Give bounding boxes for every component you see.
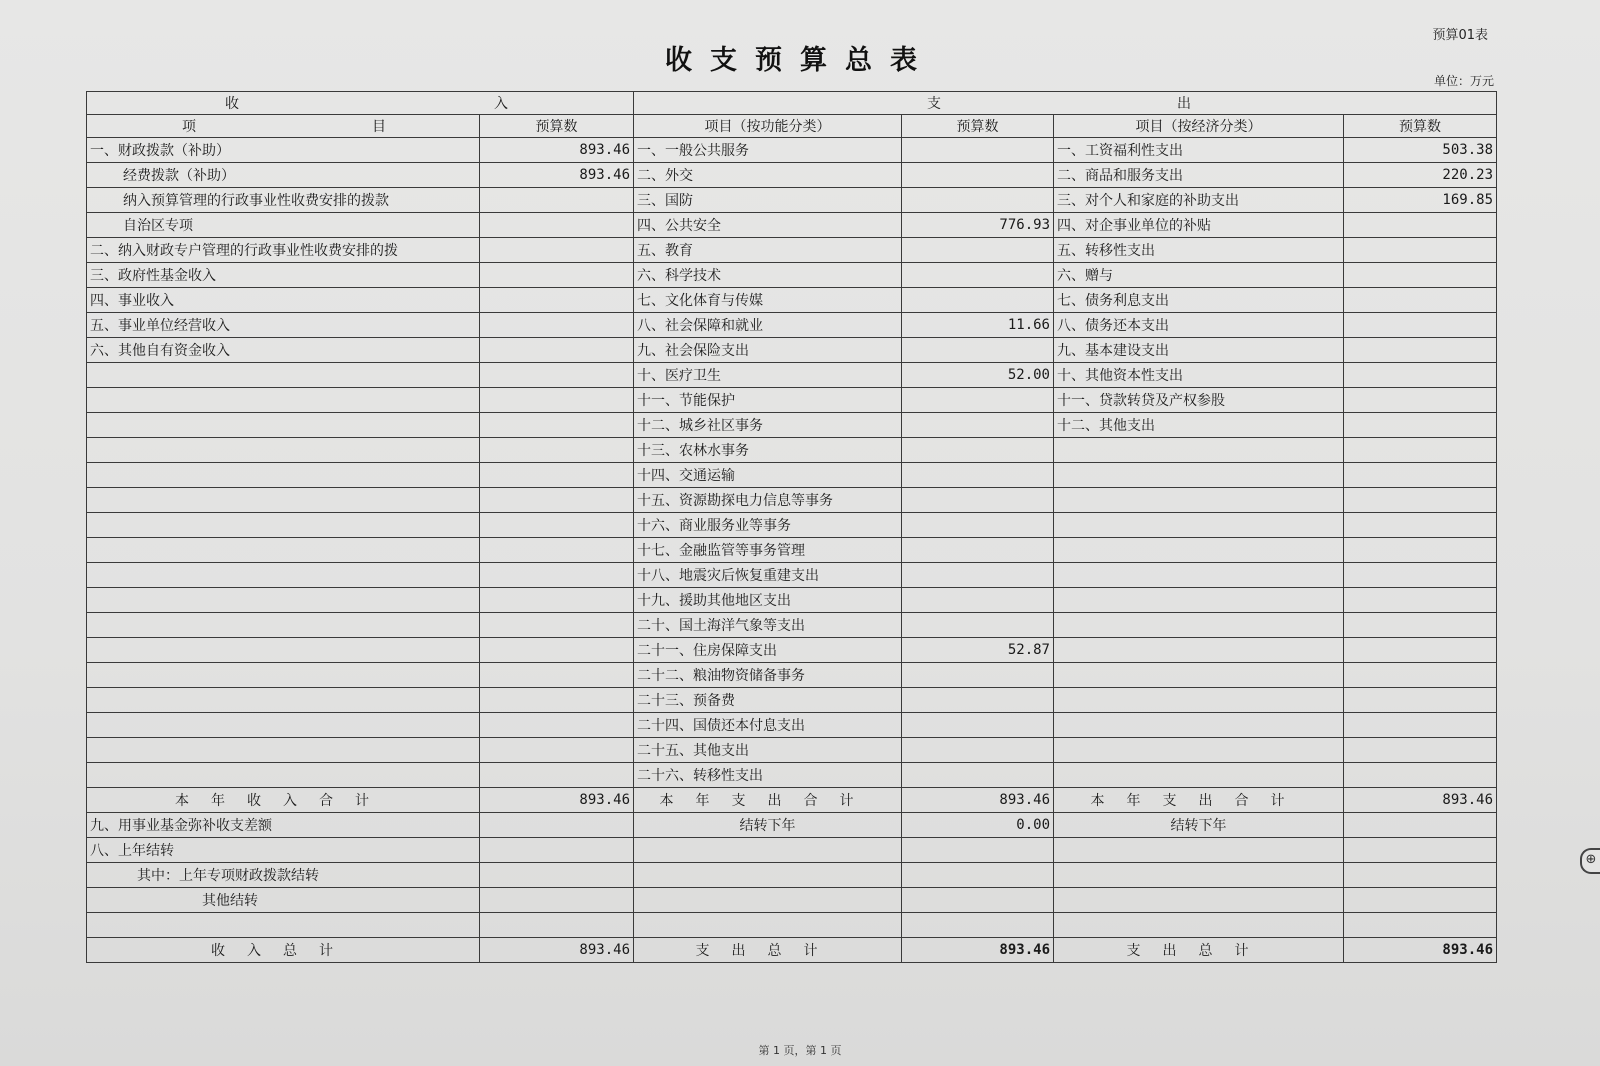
table-row [87, 763, 1497, 788]
income-grand-label: 收入总计 [87, 938, 480, 963]
income-amount [480, 888, 634, 913]
econ-item [1054, 838, 1344, 863]
col-header-econ: 项目（按经济分类） [1054, 115, 1344, 138]
econ-total-label: 本年支出合计 [1054, 788, 1344, 813]
income-amount [480, 263, 634, 288]
income-amount [480, 363, 634, 388]
page-footer: 第 1 页，第 1 页 [758, 1044, 842, 1057]
income-amount [480, 563, 634, 588]
func-amount [902, 888, 1054, 913]
income-amount [480, 438, 634, 463]
econ-item [1054, 538, 1344, 563]
econ-amount [1344, 838, 1497, 863]
func-item: 十七、金融监管等事务管理 [634, 538, 902, 563]
table-row [87, 838, 1497, 863]
col-header-func: 项目（按功能分类） [634, 115, 902, 138]
income-amount [480, 188, 634, 213]
table-row [87, 238, 1497, 263]
func-item: 八、社会保障和就业 [634, 313, 902, 338]
table-row [87, 213, 1497, 238]
econ-amount [1344, 413, 1497, 438]
budget-table [86, 91, 1497, 963]
func-amount [902, 163, 1054, 188]
income-item: 四、事业收入 [87, 288, 480, 313]
table-row [87, 713, 1497, 738]
econ-grand-label: 支出总计 [1054, 938, 1344, 963]
econ-amount [1344, 513, 1497, 538]
econ-item: 五、转移性支出 [1054, 238, 1344, 263]
table-row [87, 613, 1497, 638]
econ-item [1054, 613, 1344, 638]
econ-item [1054, 563, 1344, 588]
income-item: 三、政府性基金收入 [87, 263, 480, 288]
econ-item [1054, 463, 1344, 488]
income-item [87, 363, 480, 388]
econ-item: 十二、其他支出 [1054, 413, 1344, 438]
econ-item [1054, 713, 1344, 738]
table-row [87, 163, 1497, 188]
income-amount [480, 513, 634, 538]
econ-item [1054, 688, 1344, 713]
func-item: 五、教育 [634, 238, 902, 263]
table-row [87, 138, 1497, 163]
econ-amount [1344, 238, 1497, 263]
table-row [87, 338, 1497, 363]
income-item: 八、上年结转 [87, 838, 480, 863]
func-item: 二、外交 [634, 163, 902, 188]
econ-amount [1344, 588, 1497, 613]
func-item: 二十六、转移性支出 [634, 763, 902, 788]
func-amount [902, 263, 1054, 288]
income-item [87, 388, 480, 413]
func-item: 二十二、粮油物资储备事务 [634, 663, 902, 688]
col-header-amount: 预算数 [480, 115, 634, 138]
income-amount [480, 313, 634, 338]
func-amount [902, 663, 1054, 688]
income-item: 五、事业单位经营收入 [87, 313, 480, 338]
econ-amount [1344, 688, 1497, 713]
func-amount: 52.87 [902, 638, 1054, 663]
econ-amount [1344, 563, 1497, 588]
econ-item: 七、债务利息支出 [1054, 288, 1344, 313]
table-row [87, 663, 1497, 688]
econ-item [1054, 913, 1344, 938]
income-amount [480, 613, 634, 638]
econ-amount [1344, 313, 1497, 338]
table-row [87, 413, 1497, 438]
econ-amount [1344, 338, 1497, 363]
income-amount [480, 838, 634, 863]
table-row [87, 813, 1497, 838]
func-amount [902, 388, 1054, 413]
econ-amount [1344, 913, 1497, 938]
income-amount [480, 688, 634, 713]
func-item: 三、国防 [634, 188, 902, 213]
expense-header-right: 出 [1177, 96, 1193, 112]
econ-amount [1344, 488, 1497, 513]
func-amount [902, 863, 1054, 888]
econ-item: 四、对企事业单位的补贴 [1054, 213, 1344, 238]
func-item: 二十五、其他支出 [634, 738, 902, 763]
income-item [87, 413, 480, 438]
func-total-label: 本年支出合计 [634, 788, 902, 813]
income-amount [480, 913, 634, 938]
func-item: 九、社会保险支出 [634, 338, 902, 363]
func-amount [902, 188, 1054, 213]
table-row [87, 438, 1497, 463]
econ-amount [1344, 863, 1497, 888]
econ-item [1054, 663, 1344, 688]
func-amount [902, 513, 1054, 538]
income-amount: 893.46 [480, 138, 634, 163]
econ-item: 九、基本建设支出 [1054, 338, 1344, 363]
func-amount [902, 913, 1054, 938]
table-row [87, 263, 1497, 288]
income-amount [480, 763, 634, 788]
income-grand-amount: 893.46 [480, 938, 634, 963]
econ-amount [1344, 888, 1497, 913]
col-header-item [87, 115, 480, 138]
income-item: 其中：上年专项财政拨款结转 [87, 863, 480, 888]
func-item [634, 913, 902, 938]
func-item: 二十一、住房保障支出 [634, 638, 902, 663]
col-header-func-amount: 预算数 [902, 115, 1054, 138]
income-item: 自治区专项 [87, 213, 480, 238]
table-row [87, 863, 1497, 888]
func-amount [902, 613, 1054, 638]
table-row [87, 463, 1497, 488]
col-header-item-left: 项 [182, 119, 196, 135]
econ-amount [1344, 463, 1497, 488]
econ-item [1054, 513, 1344, 538]
income-item [87, 588, 480, 613]
func-item: 十八、地震灾后恢复重建支出 [634, 563, 902, 588]
table-row [87, 588, 1497, 613]
income-total-label: 本年收入合计 [87, 788, 480, 813]
col-header-item-right: 目 [372, 119, 386, 135]
table-row [87, 913, 1497, 938]
func-amount [902, 738, 1054, 763]
income-total-amount: 893.46 [480, 788, 634, 813]
econ-amount [1344, 613, 1497, 638]
income-amount [480, 288, 634, 313]
income-item [87, 638, 480, 663]
func-item: 七、文化体育与传媒 [634, 288, 902, 313]
econ-item: 二、商品和服务支出 [1054, 163, 1344, 188]
econ-item: 十一、贷款转贷及产权参股 [1054, 388, 1344, 413]
income-item [87, 513, 480, 538]
func-item: 六、科学技术 [634, 263, 902, 288]
income-amount [480, 413, 634, 438]
page-nav-icon[interactable]: ⊕ [1580, 848, 1600, 874]
table-row [87, 188, 1497, 213]
func-amount [902, 763, 1054, 788]
income-item: 一、财政拨款（补助） [87, 138, 480, 163]
econ-amount [1344, 438, 1497, 463]
income-item [87, 463, 480, 488]
func-item: 十四、交通运输 [634, 463, 902, 488]
func-amount [902, 488, 1054, 513]
income-item: 六、其他自有资金收入 [87, 338, 480, 363]
col-header-econ-amount: 预算数 [1344, 115, 1497, 138]
table-row [87, 688, 1497, 713]
income-item [87, 438, 480, 463]
econ-grand-amount: 893.46 [1344, 938, 1497, 963]
econ-item: 一、工资福利性支出 [1054, 138, 1344, 163]
income-amount [480, 738, 634, 763]
func-total-amount: 893.46 [902, 788, 1054, 813]
income-amount [480, 538, 634, 563]
func-amount [902, 238, 1054, 263]
func-amount [902, 538, 1054, 563]
func-amount [902, 438, 1054, 463]
econ-item [1054, 763, 1344, 788]
income-amount [480, 863, 634, 888]
func-amount [902, 463, 1054, 488]
func-item: 十一、节能保护 [634, 388, 902, 413]
table-row [87, 638, 1497, 663]
func-item: 十六、商业服务业等事务 [634, 513, 902, 538]
form-number: 预算01表 [1432, 28, 1488, 43]
econ-amount [1344, 763, 1497, 788]
econ-item [1054, 738, 1344, 763]
income-amount [480, 463, 634, 488]
table-row [87, 888, 1497, 913]
table-row [87, 563, 1497, 588]
expense-header-left: 支 [927, 96, 943, 112]
econ-total-amount: 893.46 [1344, 788, 1497, 813]
income-amount [480, 488, 634, 513]
income-amount: 893.46 [480, 163, 634, 188]
econ-amount: 503.38 [1344, 138, 1497, 163]
income-item [87, 738, 480, 763]
func-item: 一、一般公共服务 [634, 138, 902, 163]
econ-amount [1344, 638, 1497, 663]
income-item [87, 713, 480, 738]
income-item [87, 913, 480, 938]
func-amount: 776.93 [902, 213, 1054, 238]
grand-total-row [87, 938, 1497, 963]
header-row-1 [87, 92, 1497, 115]
econ-item [1054, 863, 1344, 888]
econ-amount [1344, 388, 1497, 413]
econ-amount [1344, 713, 1497, 738]
econ-item [1054, 888, 1344, 913]
func-amount: 52.00 [902, 363, 1054, 388]
func-item: 十二、城乡社区事务 [634, 413, 902, 438]
econ-amount [1344, 263, 1497, 288]
table-row [87, 313, 1497, 338]
func-amount [902, 138, 1054, 163]
func-item: 十、医疗卫生 [634, 363, 902, 388]
income-item [87, 688, 480, 713]
income-item: 九、用事业基金弥补收支差额 [87, 813, 480, 838]
table-row [87, 538, 1497, 563]
income-item [87, 763, 480, 788]
func-item: 二十、国土海洋气象等支出 [634, 613, 902, 638]
func-amount [902, 838, 1054, 863]
func-item: 十三、农林水事务 [634, 438, 902, 463]
income-section-header [87, 92, 634, 115]
func-amount [902, 588, 1054, 613]
income-amount [480, 213, 634, 238]
econ-amount [1344, 813, 1497, 838]
func-grand-amount: 893.46 [902, 938, 1054, 963]
income-header-right: 入 [494, 96, 510, 112]
table-row [87, 488, 1497, 513]
table-row [87, 388, 1497, 413]
unit-label: 单位：万元 [1433, 74, 1494, 88]
func-item [634, 888, 902, 913]
econ-item [1054, 588, 1344, 613]
econ-item: 十、其他资本性支出 [1054, 363, 1344, 388]
econ-item: 三、对个人和家庭的补助支出 [1054, 188, 1344, 213]
func-amount [902, 338, 1054, 363]
func-amount [902, 688, 1054, 713]
econ-item: 结转下年 [1054, 813, 1344, 838]
econ-item: 六、赠与 [1054, 263, 1344, 288]
func-item: 结转下年 [634, 813, 902, 838]
func-item: 二十三、预备费 [634, 688, 902, 713]
income-item [87, 613, 480, 638]
table-row [87, 738, 1497, 763]
totals-row [87, 788, 1497, 813]
income-amount [480, 388, 634, 413]
income-amount [480, 338, 634, 363]
econ-item: 八、债务还本支出 [1054, 313, 1344, 338]
func-amount: 0.00 [902, 813, 1054, 838]
expense-section-header [634, 92, 1497, 115]
income-item: 其他结转 [87, 888, 480, 913]
income-amount [480, 588, 634, 613]
func-grand-label: 支出总计 [634, 938, 902, 963]
income-header-left: 收 [225, 96, 241, 112]
econ-amount [1344, 538, 1497, 563]
econ-amount: 169.85 [1344, 188, 1497, 213]
func-amount [902, 413, 1054, 438]
table-row [87, 513, 1497, 538]
econ-item [1054, 638, 1344, 663]
econ-amount [1344, 213, 1497, 238]
econ-amount [1344, 363, 1497, 388]
func-amount [902, 563, 1054, 588]
income-amount [480, 813, 634, 838]
income-amount [480, 238, 634, 263]
econ-amount [1344, 288, 1497, 313]
econ-item [1054, 438, 1344, 463]
income-item: 经费拨款（补助） [87, 163, 480, 188]
func-item: 十九、援助其他地区支出 [634, 588, 902, 613]
income-item [87, 563, 480, 588]
page-title: 收支预算总表 [665, 45, 935, 76]
econ-amount [1344, 738, 1497, 763]
income-amount [480, 638, 634, 663]
func-item [634, 863, 902, 888]
income-item: 纳入预算管理的行政事业性收费安排的拨款 [87, 188, 480, 213]
econ-amount: 220.23 [1344, 163, 1497, 188]
func-amount: 11.66 [902, 313, 1054, 338]
func-item: 四、公共安全 [634, 213, 902, 238]
income-item: 二、纳入财政专户管理的行政事业性收费安排的拨 [87, 238, 480, 263]
func-item: 二十四、国债还本付息支出 [634, 713, 902, 738]
econ-item [1054, 488, 1344, 513]
table-row [87, 363, 1497, 388]
income-amount [480, 663, 634, 688]
header-row-2 [87, 115, 1497, 138]
income-item [87, 488, 480, 513]
econ-amount [1344, 663, 1497, 688]
func-amount [902, 288, 1054, 313]
func-item [634, 838, 902, 863]
func-amount [902, 713, 1054, 738]
income-item [87, 538, 480, 563]
income-amount [480, 713, 634, 738]
func-item: 十五、资源勘探电力信息等事务 [634, 488, 902, 513]
income-item [87, 663, 480, 688]
table-row [87, 288, 1497, 313]
